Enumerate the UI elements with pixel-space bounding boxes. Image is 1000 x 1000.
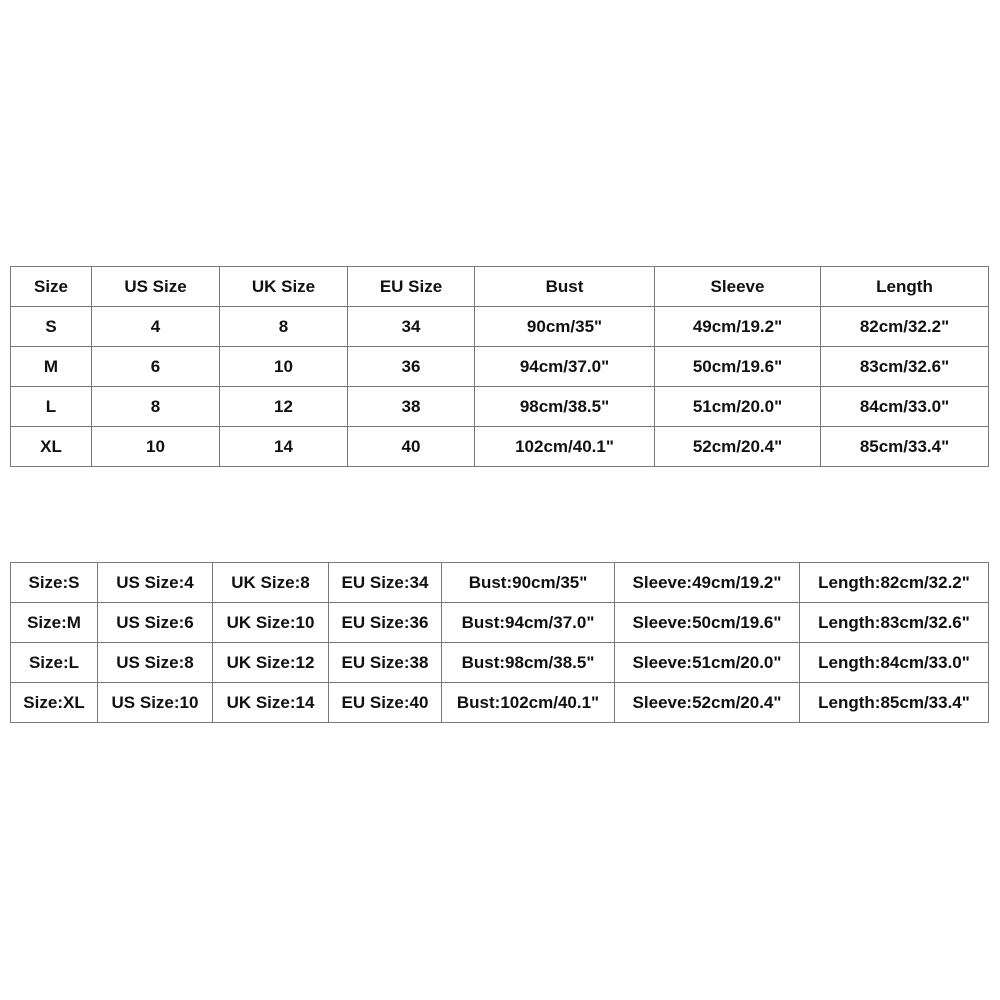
table-cell: Bust:90cm/35"	[442, 563, 615, 603]
table-cell: Length:85cm/33.4"	[800, 683, 989, 723]
table-cell: 14	[220, 427, 348, 467]
table-row	[11, 563, 989, 603]
table-cell: 51cm/20.0"	[655, 387, 821, 427]
table-cell: 6	[92, 347, 220, 387]
header-cell: Length	[821, 267, 989, 307]
table-row	[11, 683, 989, 723]
table-cell: 36	[348, 347, 475, 387]
table-cell: Bust:102cm/40.1"	[442, 683, 615, 723]
header-cell: Size	[11, 267, 92, 307]
size-chart-table	[10, 266, 989, 467]
table-cell: Sleeve:52cm/20.4"	[615, 683, 800, 723]
table-cell: Size:XL	[11, 683, 98, 723]
table-cell: 40	[348, 427, 475, 467]
table-cell: EU Size:36	[329, 603, 442, 643]
table-row	[11, 427, 989, 467]
table-row	[11, 603, 989, 643]
table-cell: Sleeve:51cm/20.0"	[615, 643, 800, 683]
table-row	[11, 307, 989, 347]
table-cell: 8	[220, 307, 348, 347]
table-cell: 85cm/33.4"	[821, 427, 989, 467]
table-cell: L	[11, 387, 92, 427]
table-cell: EU Size:40	[329, 683, 442, 723]
table-cell: 49cm/19.2"	[655, 307, 821, 347]
table-cell: 84cm/33.0"	[821, 387, 989, 427]
table-cell: Size:M	[11, 603, 98, 643]
table-cell: Length:83cm/32.6"	[800, 603, 989, 643]
table-cell: US Size:8	[98, 643, 213, 683]
table-cell: Length:84cm/33.0"	[800, 643, 989, 683]
table-cell: US Size:10	[98, 683, 213, 723]
table-cell: 50cm/19.6"	[655, 347, 821, 387]
header-cell: UK Size	[220, 267, 348, 307]
table-cell: M	[11, 347, 92, 387]
table-cell: 38	[348, 387, 475, 427]
table-row	[11, 387, 989, 427]
header-row	[11, 267, 989, 307]
table-cell: Sleeve:49cm/19.2"	[615, 563, 800, 603]
table-cell: 52cm/20.4"	[655, 427, 821, 467]
table-cell: UK Size:12	[213, 643, 329, 683]
table-cell: 8	[92, 387, 220, 427]
header-cell: Bust	[475, 267, 655, 307]
table-cell: UK Size:14	[213, 683, 329, 723]
table-cell: 94cm/37.0"	[475, 347, 655, 387]
table-cell: Bust:94cm/37.0"	[442, 603, 615, 643]
table-cell: US Size:4	[98, 563, 213, 603]
table-cell: 82cm/32.2"	[821, 307, 989, 347]
table-cell: Sleeve:50cm/19.6"	[615, 603, 800, 643]
header-cell: Sleeve	[655, 267, 821, 307]
table-cell: EU Size:34	[329, 563, 442, 603]
table-cell: Size:S	[11, 563, 98, 603]
table-cell: Bust:98cm/38.5"	[442, 643, 615, 683]
table-cell: UK Size:8	[213, 563, 329, 603]
table-cell: 10	[92, 427, 220, 467]
table-cell: 10	[220, 347, 348, 387]
table-cell: US Size:6	[98, 603, 213, 643]
table-row	[11, 347, 989, 387]
table-cell: 83cm/32.6"	[821, 347, 989, 387]
header-cell: EU Size	[348, 267, 475, 307]
table-cell: UK Size:10	[213, 603, 329, 643]
table-cell: XL	[11, 427, 92, 467]
table-cell: 90cm/35"	[475, 307, 655, 347]
size-chart-labeled-table	[10, 562, 989, 723]
table-row	[11, 643, 989, 683]
table-cell: S	[11, 307, 92, 347]
table-cell: 98cm/38.5"	[475, 387, 655, 427]
table-cell: Length:82cm/32.2"	[800, 563, 989, 603]
table-cell: EU Size:38	[329, 643, 442, 683]
table-cell: Size:L	[11, 643, 98, 683]
table-cell: 4	[92, 307, 220, 347]
header-cell: US Size	[92, 267, 220, 307]
table-cell: 12	[220, 387, 348, 427]
table-cell: 34	[348, 307, 475, 347]
table-cell: 102cm/40.1"	[475, 427, 655, 467]
